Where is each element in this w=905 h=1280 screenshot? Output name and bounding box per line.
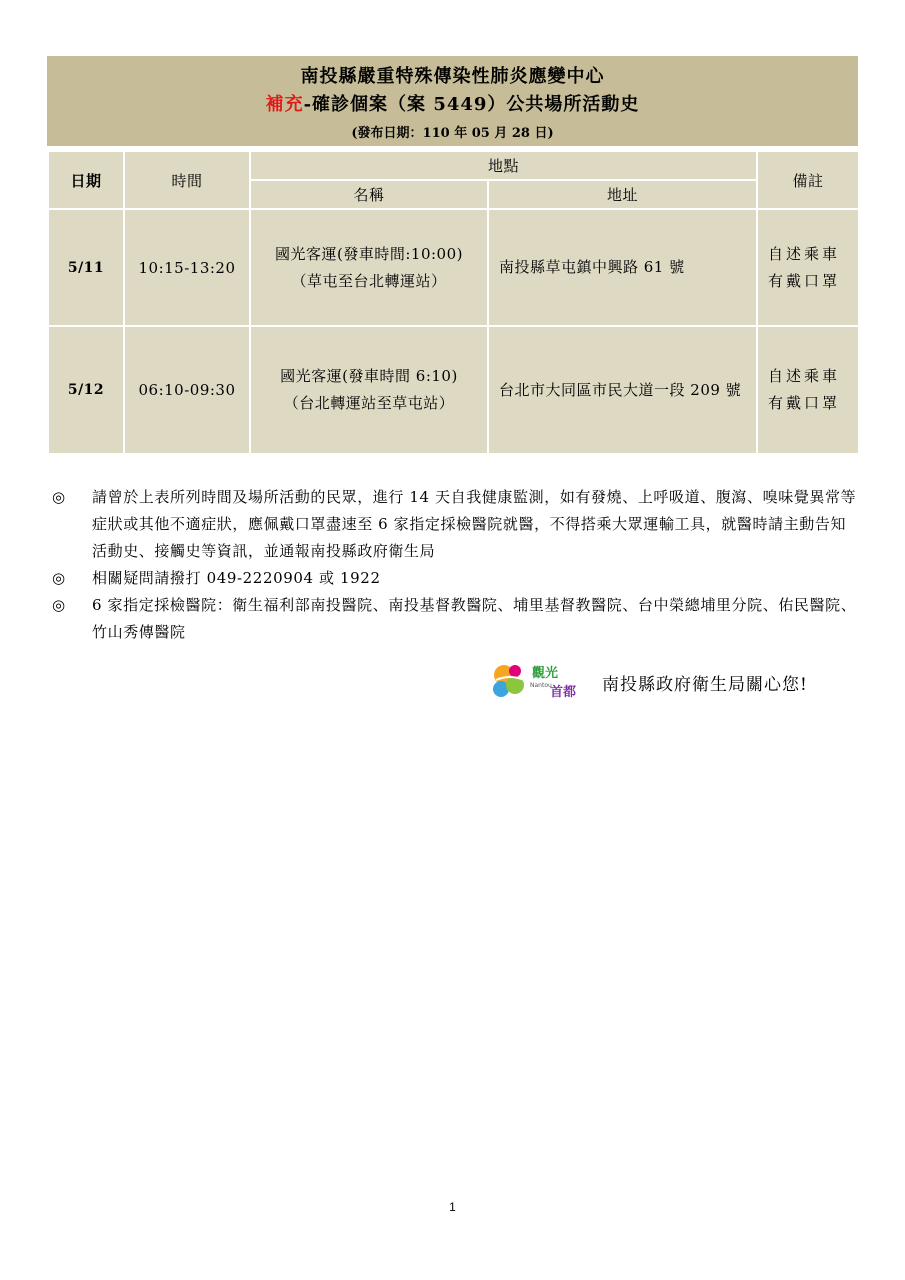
- page-number: 1: [449, 1200, 456, 1214]
- bullet-icon: ◎: [52, 569, 66, 587]
- note-text: 相關疑問請撥打 049-2220904 或 1922: [92, 569, 381, 587]
- bullet-icon: ◎: [52, 488, 66, 506]
- bullet-icon: ◎: [52, 596, 66, 614]
- activity-table: [47, 150, 860, 455]
- document-subtitle: [47, 90, 858, 116]
- note-line: 有戴口罩: [768, 394, 841, 412]
- publish-date: (發布日期：110 年 05 月 28 日): [351, 126, 554, 141]
- list-item: [52, 565, 857, 592]
- header-date: 日期: [48, 151, 124, 209]
- table-header-row: [48, 151, 859, 180]
- row-time: 06:10-09:30: [124, 326, 250, 454]
- logo-text-small: Nantou: [530, 682, 552, 689]
- list-item: [52, 592, 857, 646]
- header-address: 地址: [488, 180, 757, 209]
- footer-message: 南投縣政府衛生局關心您!: [602, 675, 808, 695]
- subtitle-highlight: 補充: [265, 94, 304, 115]
- row-place-name: [250, 209, 488, 326]
- logo-text-top: 觀光: [532, 666, 559, 681]
- row-note: [757, 209, 859, 326]
- table-row: [48, 209, 859, 326]
- row-place-name: [250, 326, 488, 454]
- place-name-line: 國光客運(發車時間 6:10): [280, 367, 458, 385]
- row-address: 南投縣草屯鎮中興路 61 號: [488, 209, 757, 326]
- tourism-logo-icon: [490, 658, 594, 704]
- document-header: [47, 56, 858, 146]
- notes-list: [52, 484, 857, 646]
- footer: [490, 658, 860, 704]
- header-name: 名稱: [250, 180, 488, 209]
- row-address: 台北市大同區市民大道一段 209 號: [488, 326, 757, 454]
- row-note: [757, 326, 859, 454]
- list-item: [52, 484, 857, 565]
- header-note: 備註: [757, 151, 859, 209]
- subtitle-text: -確診個案（案 5449）公共場所活動史: [303, 94, 640, 115]
- header-time: 時間: [124, 151, 250, 209]
- row-date: 5/12: [48, 326, 124, 454]
- note-text: 請曾於上表所列時間及場所活動的民眾，進行 14 天自我健康監測，如有發燒、上呼吸道、腹瀉、嗅味覺異常等症狀或其他不適症狀，應佩戴口罩盡速至 6 家指定採檢醫院就醫，不得搭乘大眾運輸工具，就醫時請主動告知活動史、接觸史等資訊，並通報南投縣政府衛生局: [92, 488, 857, 560]
- place-name-line: 國光客運(發車時間:10:00): [275, 244, 463, 263]
- row-date: 5/11: [48, 209, 124, 326]
- logo-text-bottom: 首都: [550, 685, 577, 700]
- row-time: 10:15-13:20: [124, 209, 250, 326]
- place-name-route: （草屯至台北轉運站）: [291, 271, 447, 290]
- table-row: [48, 326, 859, 454]
- note-line: 自述乘車: [768, 367, 841, 385]
- note-text: 6 家指定採檢醫院：衛生福利部南投醫院、南投基督教醫院、埔里基督教醫院、台中榮總埔里分院、佑民醫院、竹山秀傳醫院: [92, 596, 857, 641]
- note-line: 自述乘車: [768, 244, 841, 263]
- note-line: 有戴口罩: [768, 271, 841, 290]
- document-title: 南投縣嚴重特殊傳染性肺炎應變中心: [300, 66, 605, 87]
- header-place: 地點: [250, 151, 757, 180]
- place-name-route: （台北轉運站至草屯站）: [283, 394, 455, 412]
